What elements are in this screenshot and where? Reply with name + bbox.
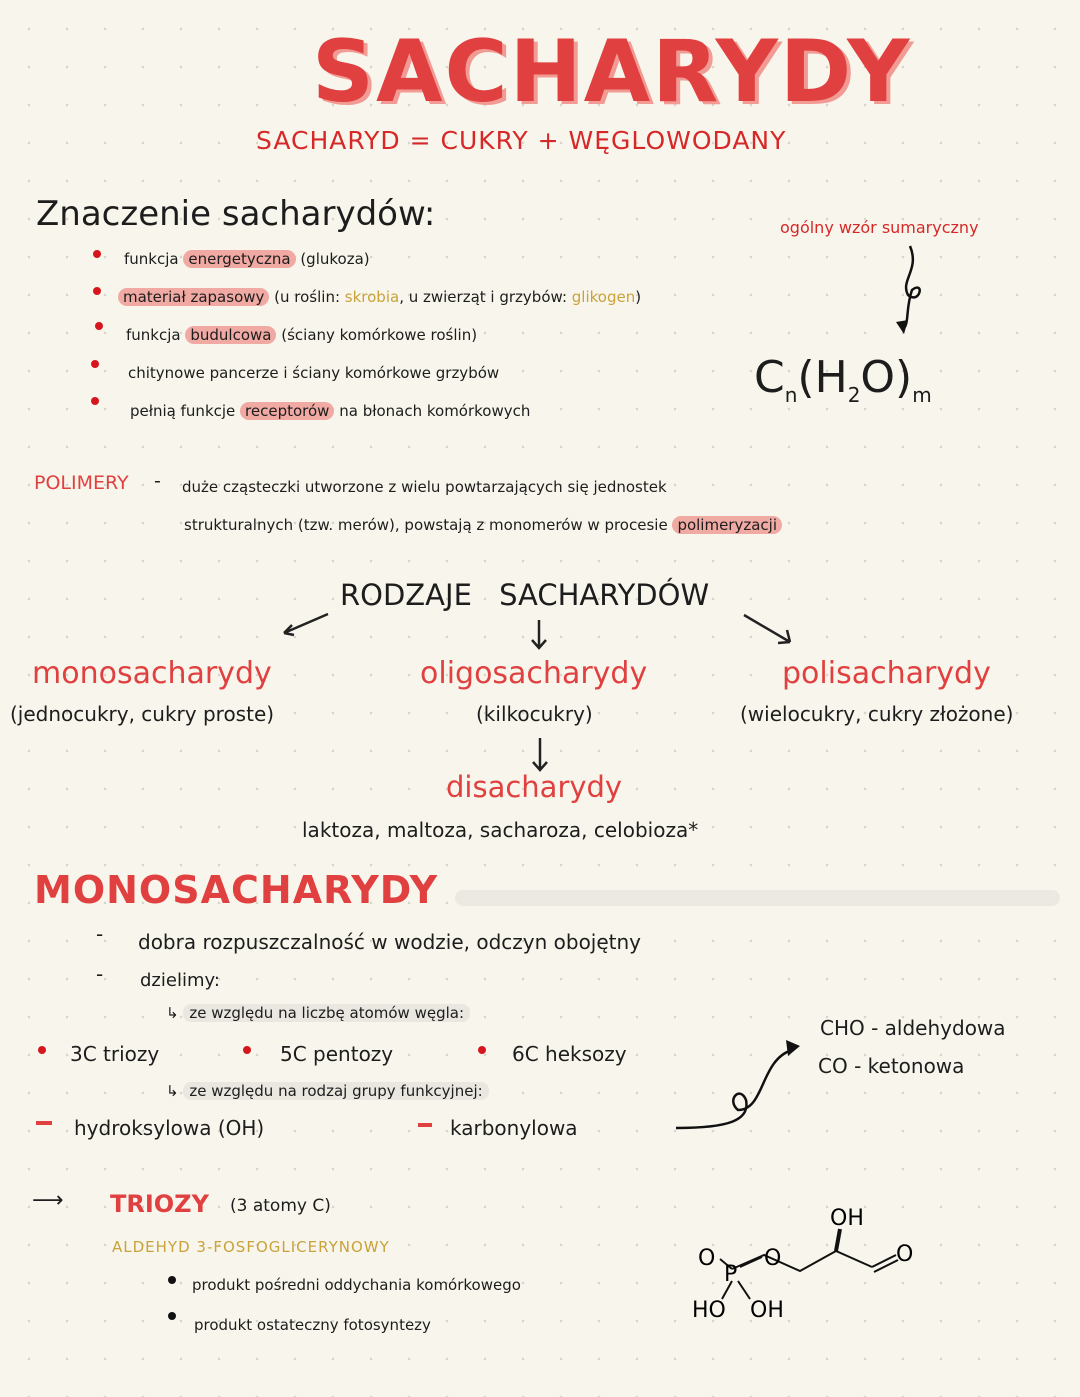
list-item: chitynowe pancerze i ściany komórkowe grzybów xyxy=(128,364,500,382)
list-item: pełnią funkcje receptorów na błonach komórkowych xyxy=(130,402,531,420)
co: CO - ketonowa xyxy=(818,1054,965,1078)
mono-sub1: ↳ ze względu na liczbę atomów węgla: xyxy=(166,1004,470,1022)
curve-arrow-icon xyxy=(670,1030,810,1140)
svg-text:OH: OH xyxy=(830,1206,864,1231)
poli-desc: (wielocukry, cukry złożone) xyxy=(740,702,1014,726)
di-examples: laktoza, maltoza, sacharoza, celobioza* xyxy=(302,818,699,842)
c3: 3C triozy xyxy=(70,1042,160,1066)
polimery-term: POLIMERY xyxy=(34,472,129,494)
polimery-line1: duże cząsteczki utworzone z wielu powtarzających się jednostek xyxy=(182,478,667,496)
mono-desc: (jednocukry, cukry proste) xyxy=(10,702,275,726)
list-item: produkt pośredni oddychania komórkowego xyxy=(192,1276,521,1294)
oligo-name: oligosacharydy xyxy=(420,656,648,691)
c6: 6C heksozy xyxy=(512,1042,627,1066)
mono-name: monosacharydy xyxy=(32,656,272,691)
svg-text:O: O xyxy=(698,1246,716,1271)
red-dash xyxy=(418,1123,432,1127)
triozy-note: (3 atomy C) xyxy=(230,1196,331,1216)
svg-text:P: P xyxy=(724,1262,738,1287)
polimery-line2: strukturalnych (tzw. merów), powstają z monomerów w procesie polimeryzacji xyxy=(184,516,782,534)
cho: CHO - aldehydowa xyxy=(820,1016,1006,1040)
oligo-desc: (kilkocukry) xyxy=(476,702,593,726)
c5: 5C pentozy xyxy=(280,1042,394,1066)
mono-b2: dzielimy: xyxy=(140,970,220,991)
red-dash xyxy=(36,1121,52,1125)
formula-label: ogólny wzór sumaryczny xyxy=(780,218,979,237)
arrow-icon: ⟶ xyxy=(32,1188,64,1213)
list-item: funkcja budulcowa (ściany komórkowe roślin) xyxy=(126,326,478,344)
list-item: materiał zapasowy (u roślin: skrobia, u zwierząt i grzybów: glikogen) xyxy=(118,288,641,306)
monosacharydy-heading: MONOSACHARYDY xyxy=(34,868,439,912)
triozy-heading: TRIOZY xyxy=(110,1190,209,1218)
svg-text:O: O xyxy=(764,1246,782,1271)
g1: hydroksylowa (OH) xyxy=(74,1116,265,1140)
poli-name: polisacharydy xyxy=(782,656,991,691)
list-item: funkcja energetyczna (glukoza) xyxy=(124,250,370,268)
znaczenie-heading: Znaczenie sacharydów: xyxy=(36,194,436,234)
dash: - xyxy=(96,962,104,986)
svg-text:HO: HO xyxy=(692,1298,726,1323)
page-subtitle: SACHARYD = CUKRY + WĘGLOWODANY xyxy=(256,126,787,155)
g2: karbonylowa xyxy=(450,1116,578,1140)
g3p-structure xyxy=(680,1195,940,1335)
svg-text:OH: OH xyxy=(750,1298,784,1323)
mono-sub2: ↳ ze względu na rodzaj grupy funkcyjnej: xyxy=(166,1082,489,1100)
di-name: disacharydy xyxy=(446,770,623,804)
dash: - xyxy=(154,470,161,492)
svg-text:O: O xyxy=(896,1242,914,1267)
list-item: produkt ostateczny fotosyntezy xyxy=(194,1316,431,1334)
heading-bar xyxy=(455,890,1060,906)
mono-b1: dobra rozpuszczalność w wodzie, odczyn obojętny xyxy=(138,930,642,954)
dash: - xyxy=(96,922,104,946)
rodzaje-heading: RODZAJE SACHARYDÓW xyxy=(340,578,710,612)
compound-name: ALDEHYD 3-FOSFOGLICERYNOWY xyxy=(112,1238,390,1256)
general-formula: $C_n(H_2O)_m$ xyxy=(754,352,932,407)
page-title: SACHARYDY xyxy=(312,22,912,122)
